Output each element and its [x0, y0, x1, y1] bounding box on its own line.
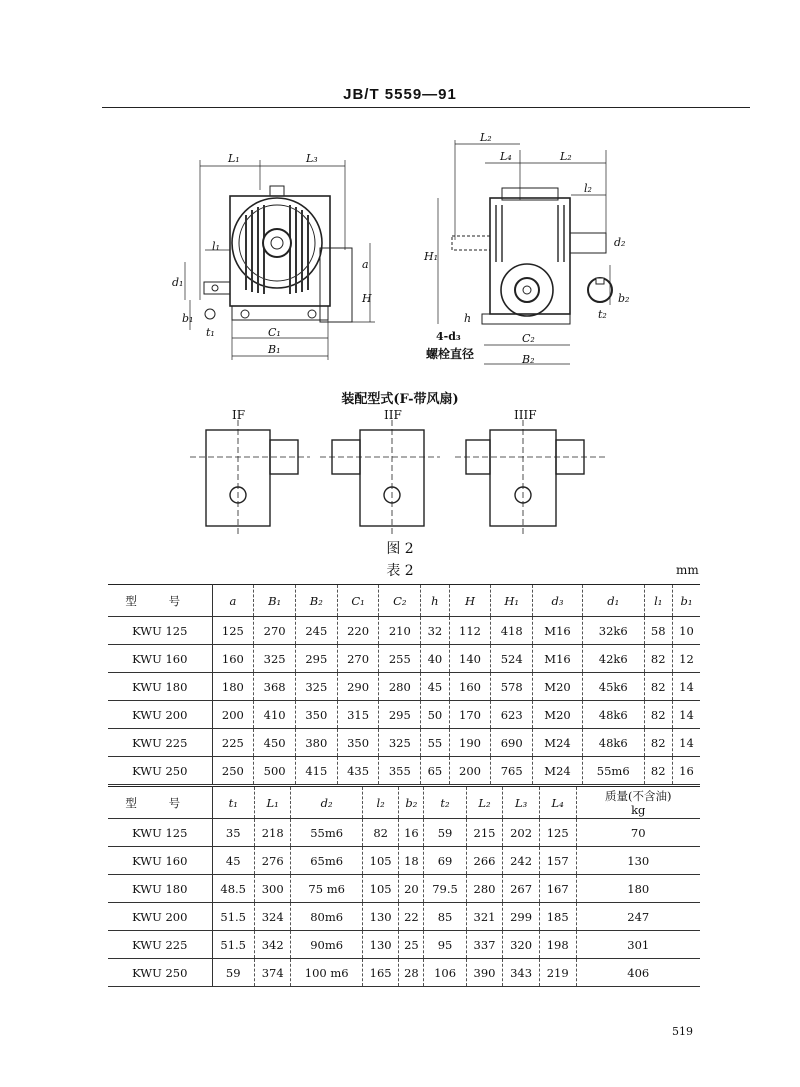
table-row [108, 729, 700, 757]
table-cell: 48k6 [582, 729, 644, 757]
table-header-row [108, 787, 700, 819]
table-cell: 69 [424, 847, 466, 875]
mass-cell: 130 [576, 847, 700, 875]
table-cell: 125 [212, 617, 254, 645]
dim-label-C1: C₁ [268, 326, 281, 339]
table-cell: 250 [212, 757, 254, 785]
col-header: l₁ [644, 585, 672, 617]
table-cell: 167 [539, 875, 576, 903]
table-cell: 390 [466, 959, 503, 987]
table-cell: 690 [491, 729, 533, 757]
table-cell: 245 [295, 617, 337, 645]
table-cell: 368 [254, 673, 296, 701]
table-cell: 12 [672, 645, 700, 673]
table-caption: 表 2 [386, 563, 414, 579]
table-cell: 295 [295, 645, 337, 673]
table-cell: 82 [644, 673, 672, 701]
table-cell: 157 [539, 847, 576, 875]
table-cell: 65m6 [291, 847, 362, 875]
table-cell: 343 [503, 959, 540, 987]
table-row [108, 903, 700, 931]
model-header: 型 号 [108, 585, 212, 617]
table-cell: 315 [337, 701, 379, 729]
col-header: C₂ [379, 585, 421, 617]
table-cell: 25 [399, 931, 424, 959]
table-cell: 350 [295, 701, 337, 729]
table-cell: 337 [466, 931, 503, 959]
bolt-diameter-label: 螺栓直径 [426, 347, 475, 361]
model-cell: KWU 200 [108, 701, 212, 729]
col-header: C₁ [337, 585, 379, 617]
table-row [108, 819, 700, 847]
dim-label-t1: t₁ [206, 326, 215, 339]
table-cell: 105 [362, 875, 399, 903]
table-cell: M16 [533, 645, 583, 673]
table-cell: 45 [212, 847, 254, 875]
table-cell: 290 [337, 673, 379, 701]
table-cell: 280 [379, 673, 421, 701]
table-cell: 380 [295, 729, 337, 757]
table-cell: M24 [533, 729, 583, 757]
table-cell: 55 [421, 729, 449, 757]
mass-cell: 406 [576, 959, 700, 987]
mass-unit-label: kg [631, 802, 646, 817]
table-row [108, 645, 700, 673]
table-cell: 16 [672, 757, 700, 785]
dim-label-l2: l₂ [584, 182, 592, 195]
page-number: 519 [672, 1025, 693, 1038]
table-cell: 295 [379, 701, 421, 729]
unit-label: mm [676, 563, 699, 577]
model-cell: KWU 200 [108, 903, 212, 931]
table-cell: M16 [533, 617, 583, 645]
table-cell: 320 [503, 931, 540, 959]
model-cell: KWU 225 [108, 729, 212, 757]
col-header: d₂ [291, 787, 362, 819]
table-header-row [108, 585, 700, 617]
dim-label-l1: l₁ [212, 240, 220, 253]
table-cell: 82 [644, 701, 672, 729]
table-cell: 16 [399, 819, 424, 847]
dimension-table-part2 [108, 786, 700, 987]
table-cell: 59 [424, 819, 466, 847]
table-cell: 325 [254, 645, 296, 673]
table-cell: 270 [254, 617, 296, 645]
gear-reducer-drawing [0, 0, 800, 540]
figure-caption: 图 2 [386, 541, 414, 557]
col-header: l₂ [362, 787, 399, 819]
table-row [108, 617, 700, 645]
table-cell: 112 [449, 617, 491, 645]
table-cell: 198 [539, 931, 576, 959]
table-cell: 623 [491, 701, 533, 729]
col-header: b₂ [399, 787, 424, 819]
dim-label-h: h [464, 312, 472, 325]
table-cell: 220 [337, 617, 379, 645]
col-header: h [421, 585, 449, 617]
table-cell: 55m6 [582, 757, 644, 785]
table-cell: 321 [466, 903, 503, 931]
table-cell: 51.5 [212, 903, 254, 931]
table-cell: 215 [466, 819, 503, 847]
table-cell: 20 [399, 875, 424, 903]
table-cell: 14 [672, 729, 700, 757]
table-cell: 342 [254, 931, 291, 959]
dim-label-d3: 4-d₃ [436, 330, 461, 343]
assembly-label-IIIF: IIIF [514, 408, 537, 422]
model-cell: KWU 160 [108, 645, 212, 673]
table-row [108, 673, 700, 701]
table-cell: 10 [672, 617, 700, 645]
table-cell: 219 [539, 959, 576, 987]
table-cell: 255 [379, 645, 421, 673]
table-cell: 79.5 [424, 875, 466, 903]
table-cell: 418 [491, 617, 533, 645]
col-header: L₃ [503, 787, 540, 819]
col-header: B₁ [254, 585, 296, 617]
table-cell: 14 [672, 701, 700, 729]
table-cell: 270 [337, 645, 379, 673]
table-cell: 200 [449, 757, 491, 785]
table-cell: 578 [491, 673, 533, 701]
dim-label-H1: H₁ [424, 250, 439, 263]
col-header: t₁ [212, 787, 254, 819]
table-cell: 266 [466, 847, 503, 875]
model-cell: KWU 250 [108, 959, 212, 987]
table-cell: 82 [362, 819, 399, 847]
table-cell: 267 [503, 875, 540, 903]
table-row [108, 847, 700, 875]
table-cell: 210 [379, 617, 421, 645]
mass-header-label: 质量(不含油) [605, 788, 672, 803]
table-cell: 300 [254, 875, 291, 903]
table-cell: 50 [421, 701, 449, 729]
table-cell: 75 m6 [291, 875, 362, 903]
table-cell: 450 [254, 729, 296, 757]
table-cell: 202 [503, 819, 540, 847]
table-cell: 410 [254, 701, 296, 729]
table-cell: 130 [362, 931, 399, 959]
assembly-type-IIF-sketch [320, 420, 440, 534]
table-cell: 200 [212, 701, 254, 729]
model-cell: KWU 125 [108, 617, 212, 645]
table-cell: 51.5 [212, 931, 254, 959]
dim-label-d1: d₁ [172, 276, 184, 289]
table-cell: 32k6 [582, 617, 644, 645]
standard-header: JB/T 5559—91 [343, 86, 457, 103]
col-header: B₂ [295, 585, 337, 617]
table-cell: 80m6 [291, 903, 362, 931]
col-header: L₁ [254, 787, 291, 819]
table-cell: 299 [503, 903, 540, 931]
table-cell: 170 [449, 701, 491, 729]
table-cell: 125 [539, 819, 576, 847]
dim-label-a: a [362, 258, 369, 271]
table-cell: 85 [424, 903, 466, 931]
dim-label-L3: L₃ [306, 152, 318, 165]
table-cell: 185 [539, 903, 576, 931]
table-cell: 14 [672, 673, 700, 701]
table-cell: 374 [254, 959, 291, 987]
table-cell: 58 [644, 617, 672, 645]
col-header: L₄ [539, 787, 576, 819]
table-cell: 18 [399, 847, 424, 875]
col-header: H [449, 585, 491, 617]
mass-cell: 247 [576, 903, 700, 931]
table-cell: 325 [295, 673, 337, 701]
col-header: H₁ [491, 585, 533, 617]
table-cell: 276 [254, 847, 291, 875]
model-cell: KWU 125 [108, 819, 212, 847]
table-cell: 165 [362, 959, 399, 987]
model-cell: KWU 225 [108, 931, 212, 959]
table-cell: 28 [399, 959, 424, 987]
col-header: t₂ [424, 787, 466, 819]
dim-label-L1: L₁ [228, 152, 240, 165]
table-cell: 40 [421, 645, 449, 673]
table-cell: 106 [424, 959, 466, 987]
model-cell: KWU 180 [108, 875, 212, 903]
dim-label-t2: t₂ [598, 308, 607, 321]
table-cell: 160 [449, 673, 491, 701]
table-cell: 160 [212, 645, 254, 673]
table-cell: 65 [421, 757, 449, 785]
table-cell: 280 [466, 875, 503, 903]
dim-label-L2: L₂ [480, 131, 492, 144]
table-cell: M20 [533, 701, 583, 729]
table-cell: 59 [212, 959, 254, 987]
assembly-type-IIIF-sketch [455, 420, 605, 534]
table-cell: 350 [337, 729, 379, 757]
table-cell: 415 [295, 757, 337, 785]
table-cell: 100 m6 [291, 959, 362, 987]
assembly-title: 装配型式(F-带风扇) [341, 392, 459, 407]
table-cell: 242 [503, 847, 540, 875]
mass-cell: 301 [576, 931, 700, 959]
table-row [108, 757, 700, 785]
table-cell: 82 [644, 757, 672, 785]
table-cell: 45 [421, 673, 449, 701]
table-row [108, 701, 700, 729]
table-cell: 45k6 [582, 673, 644, 701]
side-view-drawing [438, 140, 612, 364]
table-cell: 130 [362, 903, 399, 931]
table-cell: 35 [212, 819, 254, 847]
dim-label-L4: L₄ [500, 150, 512, 163]
table-cell: 105 [362, 847, 399, 875]
table-cell: 82 [644, 729, 672, 757]
col-header: d₁ [582, 585, 644, 617]
table-cell: 324 [254, 903, 291, 931]
table-cell: 180 [212, 673, 254, 701]
table-cell: 218 [254, 819, 291, 847]
table-cell: 190 [449, 729, 491, 757]
col-header: b₁ [672, 585, 700, 617]
model-header: 型 号 [108, 787, 212, 819]
table-cell: 355 [379, 757, 421, 785]
table-cell: 55m6 [291, 819, 362, 847]
assembly-type-IF-sketch [190, 420, 310, 534]
col-header: L₂ [466, 787, 503, 819]
table-cell: 325 [379, 729, 421, 757]
table-cell: 32 [421, 617, 449, 645]
dim-label-d2: d₂ [614, 236, 626, 249]
model-cell: KWU 250 [108, 757, 212, 785]
col-header: a [212, 585, 254, 617]
table-cell: 22 [399, 903, 424, 931]
col-header: d₃ [533, 585, 583, 617]
table-cell: 48k6 [582, 701, 644, 729]
mass-cell: 180 [576, 875, 700, 903]
table-cell: M24 [533, 757, 583, 785]
table-cell: 140 [449, 645, 491, 673]
table-row [108, 875, 700, 903]
table-cell: 82 [644, 645, 672, 673]
table-row [108, 959, 700, 987]
table-cell: 48.5 [212, 875, 254, 903]
model-cell: KWU 160 [108, 847, 212, 875]
table-cell: 42k6 [582, 645, 644, 673]
dim-label-H: H [362, 292, 372, 305]
dim-label-b1: b₁ [182, 312, 194, 325]
dim-label-C2: C₂ [522, 332, 535, 345]
table-cell: 500 [254, 757, 296, 785]
table-cell: 225 [212, 729, 254, 757]
assembly-label-IIF: IIF [384, 408, 402, 422]
dim-label-B2: B₂ [522, 353, 535, 366]
mass-header [576, 787, 700, 819]
assembly-label-IF: IF [232, 408, 246, 422]
table-cell: 95 [424, 931, 466, 959]
dimension-table-part1 [108, 584, 700, 785]
table-cell: 524 [491, 645, 533, 673]
mass-cell: 70 [576, 819, 700, 847]
table-row [108, 931, 700, 959]
dim-label-Lz: L₂ [560, 150, 572, 163]
model-cell: KWU 180 [108, 673, 212, 701]
dim-label-b2: b₂ [618, 292, 630, 305]
table-cell: M20 [533, 673, 583, 701]
table-cell: 90m6 [291, 931, 362, 959]
table-cell: 765 [491, 757, 533, 785]
dim-label-B1: B₁ [268, 343, 281, 356]
table-cell: 435 [337, 757, 379, 785]
